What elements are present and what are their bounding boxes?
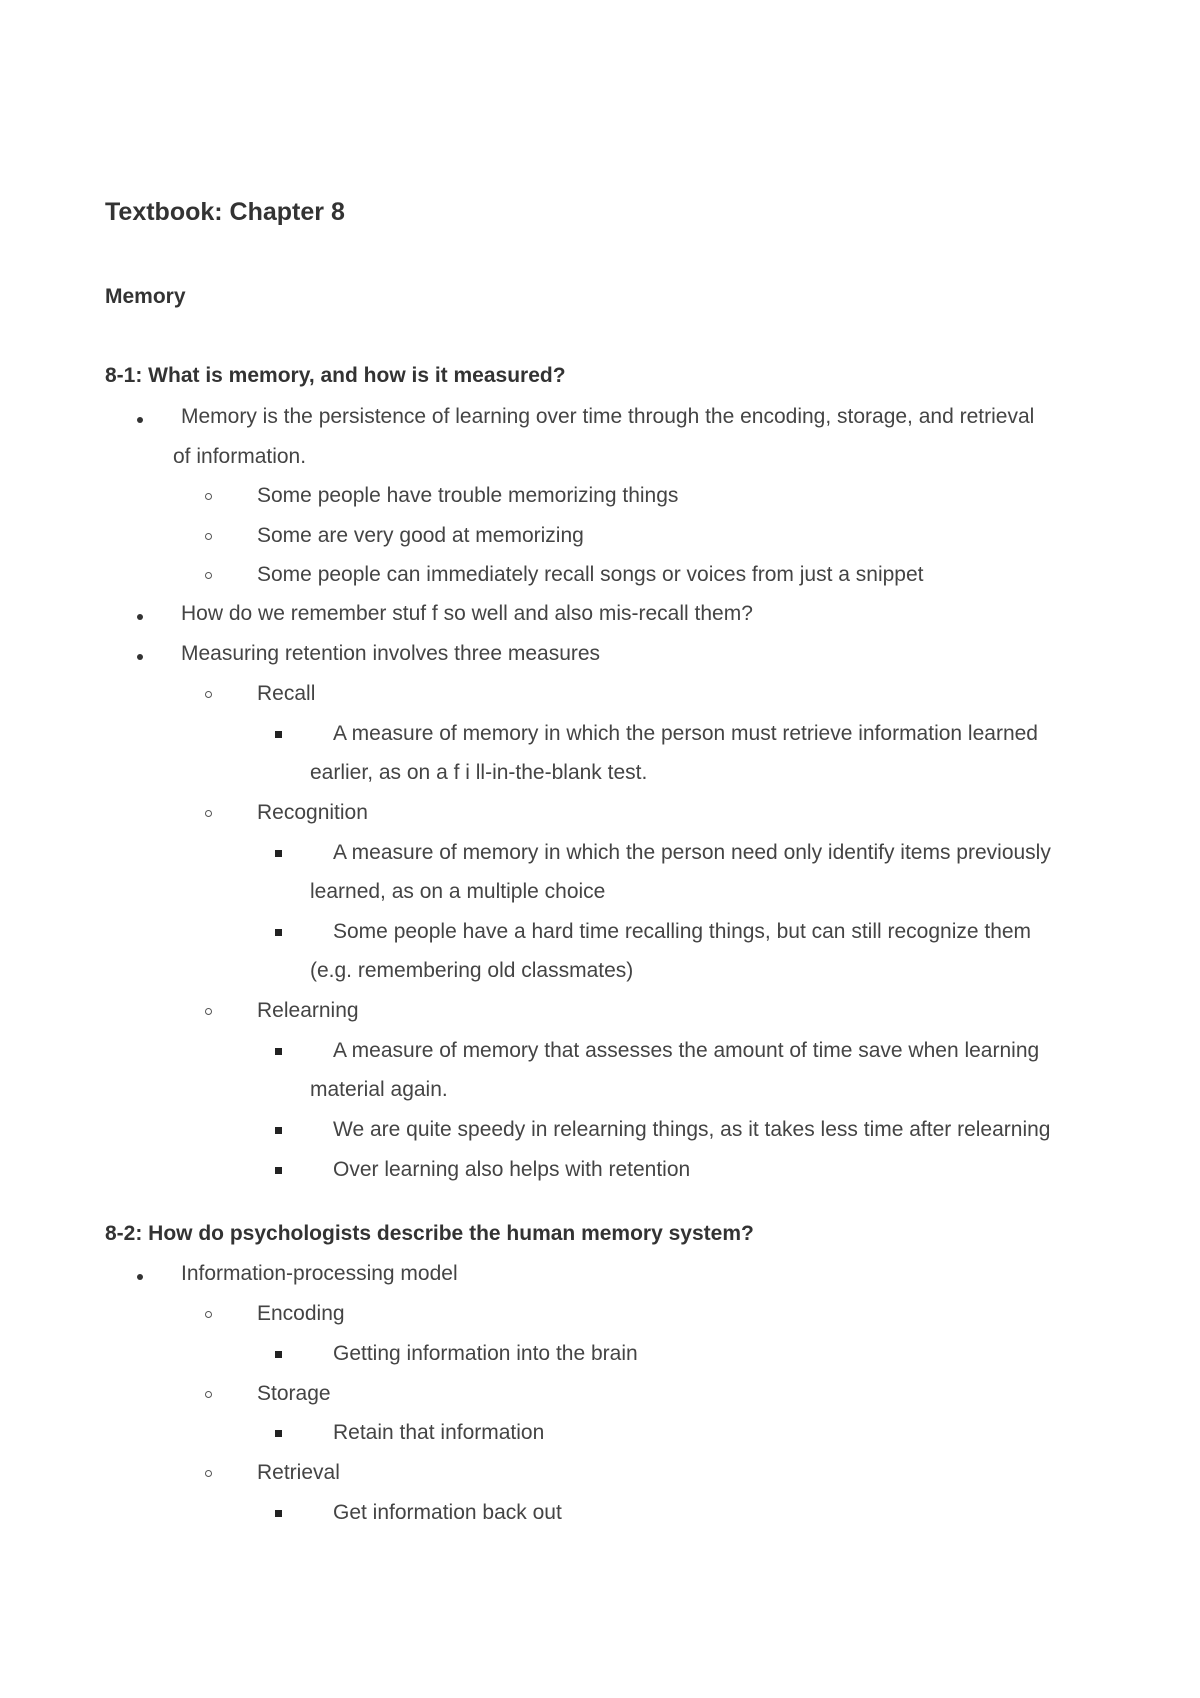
list-item: A measure of memory in which the person need only identify items previously [333,841,1051,864]
square-bullet-icon [275,1167,282,1174]
list-item: Relearning [257,999,359,1022]
circle-bullet-icon [205,1311,212,1318]
circle-bullet-icon [205,572,212,579]
square-bullet-icon [275,1351,282,1358]
list-item: A measure of memory that assesses the amount of time save when learning [333,1039,1040,1062]
section-heading-8-1: 8-1: What is memory, and how is it measured? [105,364,566,387]
document-subtitle: Memory [105,285,186,308]
bullet-icon [137,1274,143,1280]
list-item: A measure of memory in which the person must retrieve information learned [333,722,1038,745]
list-item: Get information back out [333,1501,562,1524]
circle-bullet-icon [205,533,212,540]
list-item: Some people have a hard time recalling things, but can still recognize them [333,920,1032,943]
circle-bullet-icon [205,493,212,500]
list-item-continuation: material again. [310,1078,448,1101]
square-bullet-icon [275,1048,282,1055]
square-bullet-icon [275,731,282,738]
list-item: Storage [257,1382,331,1405]
list-item: Encoding [257,1302,345,1325]
list-item: We are quite speedy in relearning things, as it takes less time after relearning [333,1118,1051,1141]
list-item: Recall [257,682,316,705]
bullet-icon [137,654,143,660]
list-item: Some are very good at memorizing [257,524,584,547]
square-bullet-icon [275,850,282,857]
list-item: Retain that information [333,1421,545,1444]
list-item: Getting information into the brain [333,1342,638,1365]
circle-bullet-icon [205,810,212,817]
circle-bullet-icon [205,691,212,698]
list-item-continuation: learned, as on a multiple choice [310,880,606,903]
circle-bullet-icon [205,1391,212,1398]
list-item: Some people can immediately recall songs or voices from just a snippet [257,563,924,586]
document-title: Textbook: Chapter 8 [105,198,345,226]
circle-bullet-icon [205,1470,212,1477]
list-item: Measuring retention involves three measures [181,642,601,665]
list-item: Recognition [257,801,368,824]
list-item: Retrieval [257,1461,340,1484]
square-bullet-icon [275,1127,282,1134]
circle-bullet-icon [205,1008,212,1015]
list-item: Information-processing model [181,1262,458,1285]
section-heading-8-2: 8-2: How do psychologists describe the human memory system? [105,1222,754,1245]
list-item-continuation: earlier, as on a f i ll-in-the-blank test. [310,761,648,784]
list-item: Memory is the persistence of learning over time through the encoding, storage, and retrieval [181,405,1035,428]
bullet-icon [137,417,143,423]
square-bullet-icon [275,1510,282,1517]
list-item: Over learning also helps with retention [333,1158,691,1181]
list-item: How do we remember stuf f so well and also mis-recall them? [181,602,753,625]
bullet-icon [137,614,143,620]
list-item: Some people have trouble memorizing things [257,484,679,507]
square-bullet-icon [275,1430,282,1437]
list-item-continuation: (e.g. remembering old classmates) [310,959,634,982]
square-bullet-icon [275,929,282,936]
list-item-continuation: of information. [173,445,307,468]
